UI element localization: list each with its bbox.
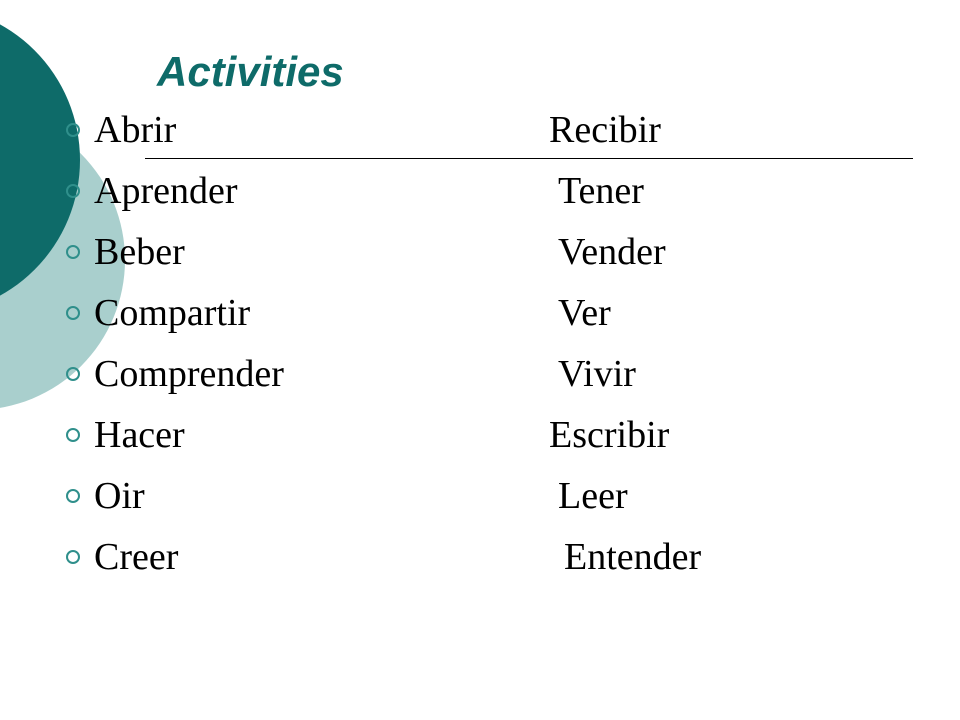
- verb-left: Hacer: [94, 414, 185, 456]
- list-item: [0, 166, 860, 222]
- hollow-circle-bullet-icon: [66, 245, 80, 259]
- verb-right: Escribir: [549, 414, 670, 456]
- list-item: [0, 471, 860, 527]
- verb-right: Leer: [558, 475, 628, 517]
- list-item: [0, 532, 860, 588]
- hollow-circle-bullet-icon: [66, 367, 80, 381]
- hollow-circle-bullet-icon: [66, 184, 80, 198]
- verb-right: Entender: [564, 536, 702, 578]
- hollow-circle-bullet-icon: [66, 428, 80, 442]
- list-item: [0, 349, 860, 405]
- verb-left: Abrir: [94, 109, 177, 151]
- verb-right: Vivir: [558, 353, 636, 395]
- hollow-circle-bullet-icon: [66, 550, 80, 564]
- verb-left: Comprender: [94, 353, 284, 395]
- hollow-circle-bullet-icon: [66, 306, 80, 320]
- slide-title: Activities: [157, 48, 344, 95]
- verb-right: Ver: [558, 292, 611, 334]
- verb-right: Vender: [558, 231, 666, 273]
- verb-left: Beber: [94, 231, 185, 273]
- list-item: [0, 410, 860, 466]
- hollow-circle-bullet-icon: [66, 489, 80, 503]
- verb-left: Oir: [94, 475, 145, 517]
- verb-left: Creer: [94, 536, 179, 578]
- verb-left: Compartir: [94, 292, 251, 334]
- list-item: [0, 105, 860, 161]
- verb-right: Recibir: [549, 109, 661, 151]
- verb-left: Aprender: [94, 170, 238, 212]
- hollow-circle-bullet-icon: [66, 123, 80, 137]
- list-item: [0, 288, 860, 344]
- verb-right: Tener: [558, 170, 644, 212]
- list-item: [0, 227, 860, 283]
